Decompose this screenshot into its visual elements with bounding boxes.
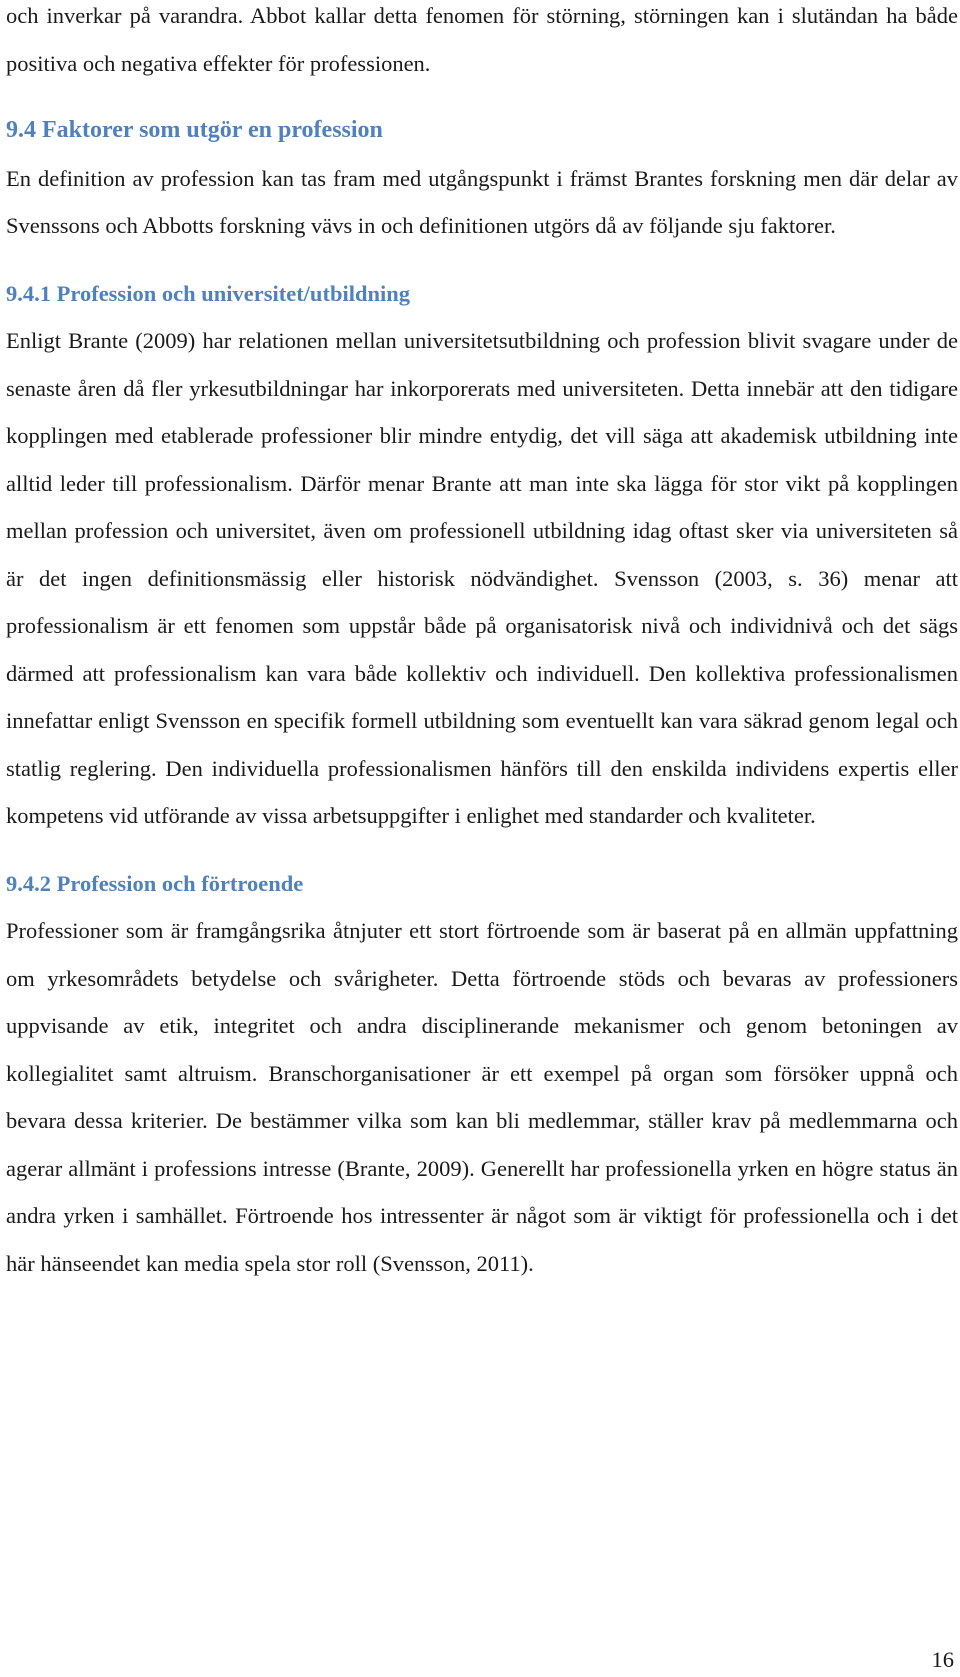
section-9-4-2-paragraph: Professioner som är framgångsrika åtnjuter ett stort förtroende som är baserat på en allmän uppfattning om yrkesområdets betydelse och svårigheter. Detta förtroende stöds och bevaras av professioners uppvisande av etik, integritet och andra disciplinerande mekanismer och genom betoningen av kollegialitet samt altruism. Branschorganisationer är ett exempel på organ som försöker uppnå och bevara dessa kriterier. De bestämmer vilka som kan bli medlemmar, ställer krav på medlemmarna och agerar allmänt i professions intresse (Brante, 2009). Generellt har professionella yrken en högre status än andra yrken i samhället. Förtroende hos intressenter är något som är viktigt för professionella och i det här hänseendet kan media spela stor roll (Svensson, 2011). [6,918,958,1276]
intro-paragraph: och inverkar på varandra. Abbot kallar detta fenomen för störning, störningen kan i slutändan ha både positiva och negativa effekter för professionen. [6,3,958,76]
section-heading-9-4-2: 9.4.2 Profession och förtroende [6,870,304,896]
page-number: 16 [931,1647,954,1672]
section-heading-9-4-1: 9.4.1 Profession och universitet/utbildning [6,280,411,306]
section-9-4-paragraph: En definition av profession kan tas fram med utgångspunkt i främst Brantes forskning men där delar av Svenssons och Abbotts forskning vävs in och definitionen utgörs då av följande sju faktorer. [6,165,958,238]
section-heading-9-4: 9.4 Faktorer som utgör en profession [6,117,383,143]
section-9-4-1-paragraph: Enligt Brante (2009) har relationen mellan universitetsutbildning och profession blivit svagare under de senaste åren då fler yrkesutbildningar har inkorporerats med universiteten. Detta innebär att den tidigare kopplingen med etablerade professioner blir mindre entydig, det vill säga att akademisk utbildning inte alltid leder till professionalism. Därför menar Brante att man inte ska lägga för stor vikt på kopplingen mellan profession och universitet, även om professionell utbildning idag oftast sker via universiteten så är det ingen definitionsmässig eller historisk nödvändighet. Svensson (2003, s. 36) menar att professionalism är ett fenomen som uppstår både på organisatorisk nivå och individnivå och det sägs därmed att professionalism kan vara både kollektiv och individuell. Den kollektiva professionalismen innefattar enligt Svensson en specifik formell utbildning som eventuellt kan vara säkrad genom legal och statlig reglering. Den individuella professionalismen hänförs till den enskilda individens expertis eller kompetens vid utförande av vissa arbetsuppgifter i enlighet med standarder och kvaliteter. [6,328,958,828]
document-page [6,0,958,1287]
